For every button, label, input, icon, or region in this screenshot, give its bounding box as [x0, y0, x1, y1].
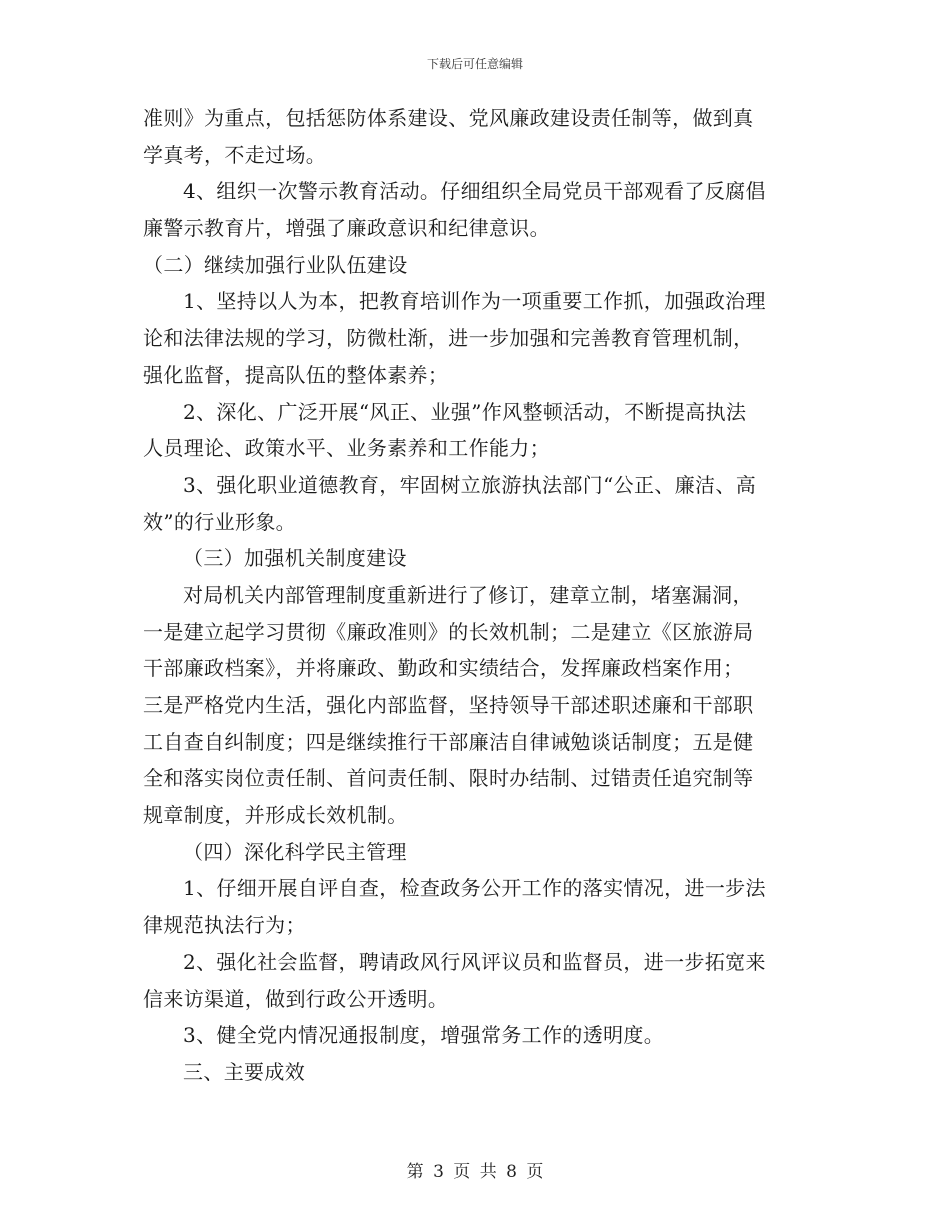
text-line: 对局机关内部管理制度重新进行了修订，建章立制，堵塞漏洞，	[183, 582, 753, 607]
text-line: 准则》为重点，包括惩防体系建设、党风廉政建设责任制等，做到真	[143, 106, 754, 130]
text-line: 三是严格党内生活，强化内部监督，坚持领导干部述职述廉和干部职	[143, 693, 754, 717]
text-line: （三）加强机关制度建设	[183, 546, 407, 571]
text-line: 干部廉政档案》，并将廉政、勤政和实绩结合，发挥廉政档案作用；	[143, 656, 744, 681]
text-line: 工自查自纠制度；四是继续推行干部廉洁自律诫勉谈话制度；五是健	[143, 729, 754, 754]
text-line: 4、组织一次警示教育活动。仔细组织全局党员干部观看了反腐倡	[183, 179, 766, 204]
text-line: 1、坚持以人为本，把教育培训作为一项重要工作抓，加强政治理	[183, 289, 766, 314]
text-line: （二）继续加强行业队伍建设	[143, 252, 408, 277]
text-line: 规章制度，并形成长效机制。	[143, 803, 408, 828]
text-line: 效”的行业形象。	[143, 509, 297, 534]
text-line: 3、强化职业道德教育，牢固树立旅游执法部门“公正、廉洁、高	[183, 472, 757, 497]
text-line: 律规范执法行为；	[143, 913, 306, 938]
text-line: 三、主要成效	[183, 1059, 306, 1084]
text-line: 人员理论、政策水平、业务素养和工作能力；	[143, 436, 550, 461]
page-header: 下载后可任意编辑	[426, 57, 523, 71]
text-line: 强化监督，提高队伍的整体素养；	[143, 362, 449, 387]
text-line: 论和法律法规的学习，防微杜渐，进一步加强和完善教育管理机制，	[143, 326, 754, 351]
text-line: 2、强化社会监督，聘请政风行风评议员和监督员，进一步拓宽来	[183, 949, 766, 974]
text-line: 学真考，不走过场。	[143, 142, 327, 167]
text-line: 1、仔细开展自评自查，检查政务公开工作的落实情况，进一步法	[183, 876, 766, 901]
page-footer: 第 3 页 共 8 页	[406, 1162, 544, 1182]
text-line: 3、健全党内情况通报制度，增强常务工作的透明度。	[183, 1023, 665, 1048]
text-line: 2、深化、广泛开展“风正、业强”作风整顿活动，不断提高执法	[183, 399, 747, 424]
text-line: 一是建立起学习贯彻《廉政准则》的长效机制；二是建立《区旅游局	[143, 619, 754, 644]
text-line: 廉警示教育片，增强了廉政意识和纪律意识。	[143, 216, 550, 241]
text-line: 信来访渠道，做到行政公开透明。	[143, 986, 449, 1011]
document-body	[143, 100, 811, 1091]
text-line: （四）深化科学民主管理	[183, 839, 407, 864]
text-line: 全和落实岗位责任制、首问责任制、限时办结制、过错责任追究制等	[143, 766, 754, 791]
